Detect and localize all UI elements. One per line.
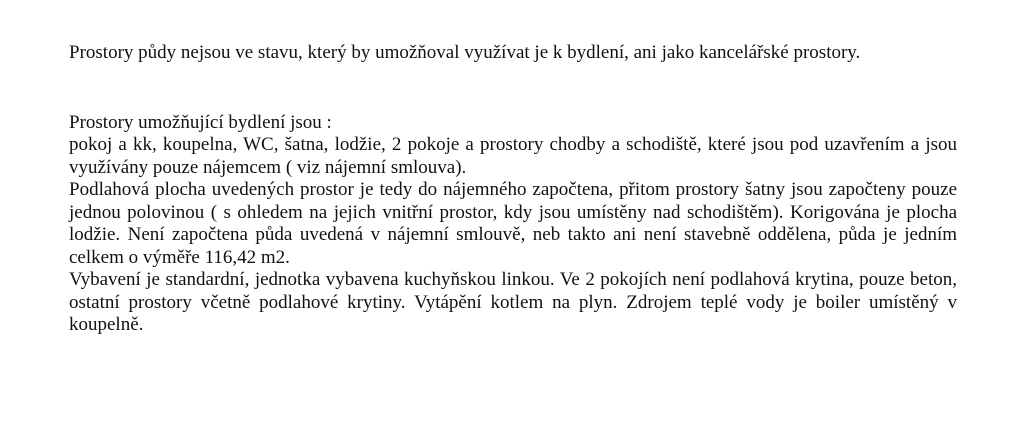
paragraph-equipment: Vybavení je standardní, jednotka vybavena kuchyňskou linkou. Ve 2 pokojích není podlahová krytina, pouze beton, ostatní prostory včetně podlahové krytiny. Vytápění kotlem na plyn. Zdrojem teplé vody je boiler umístěný v koupelně.	[69, 269, 957, 335]
paragraph-floor-area: Podlahová plocha uvedených prostor je tedy do nájemného započtena, přitom prostory šatny jsou započteny pouze jednou polovinou ( s ohledem na jejich vnitřní prostor, kdy jsou umístěny nad schodištěm). Korigována je plocha lodžie. Není započtena půda uvedená v nájemní smlouvě, neb takto ani není stavebně oddělena, půda je jedním celkem o výměře 116,42 m2.	[69, 179, 957, 268]
document-page	[69, 42, 957, 337]
paragraph-spacer	[69, 65, 957, 112]
paragraph-rooms-list: pokoj a kk, koupelna, WC, šatna, lodžie, 2 pokoje a prostory chodby a schodiště, které jsou pod uzavřením a jsou využívány pouze nájemcem ( viz nájemní smlouva).	[69, 134, 957, 178]
paragraph-attic: Prostory půdy nejsou ve stavu, který by umožňoval využívat je k bydlení, ani jako kancelářské prostory.	[69, 42, 861, 63]
paragraph-living-intro: Prostory umožňující bydlení jsou :	[69, 111, 332, 133]
